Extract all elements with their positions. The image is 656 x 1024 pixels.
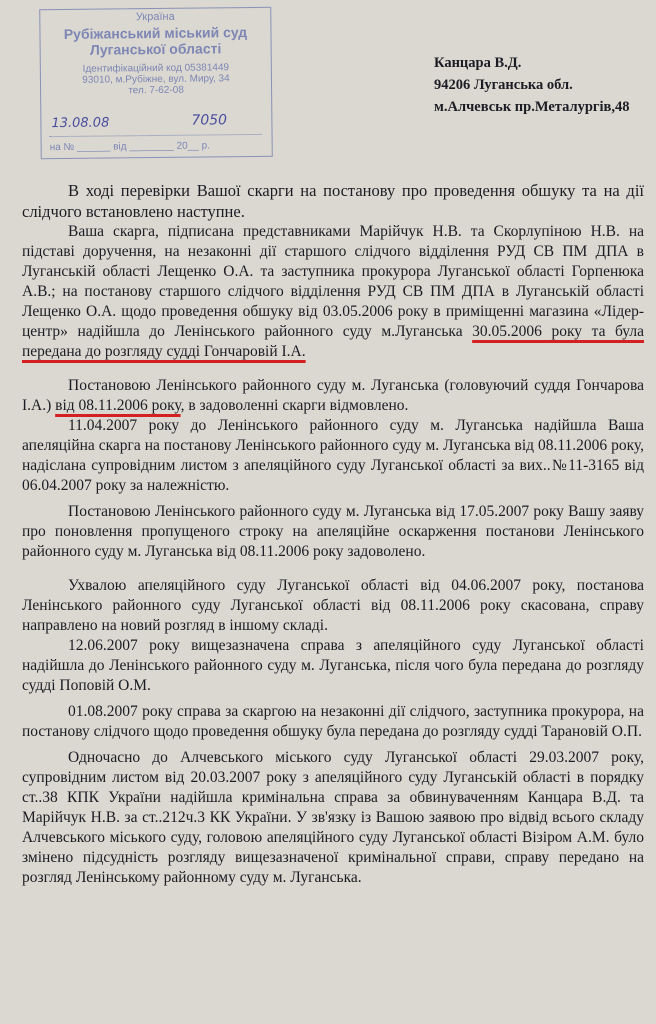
paragraph-ruling-text: Постановою Ленінського районного суду м. Луганська (головуючий суддя Гончарова І.А.): [22, 377, 644, 414]
paragraph-ruling: [22, 376, 644, 416]
stamp-registration-date: 13.08.08: [51, 115, 110, 132]
paragraph-intro: В ході перевірки Вашої скарги на постанову про проведення обшуку та на дії слідчого встановлено наступне.: [22, 181, 644, 221]
paragraph-reassignment: 01.08.2007 року справа за скаргою на незаконні дії слідчого, заступника прокурора, на постанову слідчого щодо проведення обшуку була передана до розгляду судді Тарановій О.П.: [22, 703, 644, 740]
stamp-registration-number: 7050: [191, 112, 228, 129]
stamp-court-name: Рубіжанський міський суд: [63, 24, 248, 42]
paragraph-criminal-case: Одночасно до Алчевського міського суду Луганської області 29.03.2007 року, супровідним листом від 20.03.2007 року з апеляційного суду Луганській області в порядку ст..38 КПК України надійшла кримінальна справа за обвинуваченням Канцара В.Д. та Марійчук Н.В. за ст..212ч.3 КК України. У зв'язку із Вашою заявою про відвід всього складу Алчевського міського суду, головою апеляційного суду Луганської області Візіром А.М. було змінено підсудність розгляду вищезазначеної кримінальної справи, справу передано на розгляд Ленінському районному суду м. Луганська.: [22, 749, 644, 886]
underlined-transfer-date: 30.05.2006 року та була передана до розгляду судді Гончаровій І.А.: [22, 323, 644, 360]
paragraph-appeal: 11.04.2007 року до Ленінського районного суду м. Луганська надійшла Ваша апеляційна скарга на постанову Ленінського районного суду м. Луганська від 08.11.2006 року, надіслана супровідним листом з апеляційного суду Луганської області за вих..№11-3165 від 06.04.2007 року за належністю.: [22, 417, 644, 494]
paragraph-ruling-tail: , в задоволенні скарги відмовлено.: [180, 397, 409, 414]
stamp-phone: тел. 7-62-08: [128, 84, 184, 97]
addressee-postal: 94206 Луганська обл.: [434, 77, 573, 93]
paragraph-cancellation: Ухвалою апеляційного суду Луганської області від 04.06.2007 року, постанова Ленінського районного суду Луганської області від 08.11.2006 року скасована, справу направлено на новий розгляд в іншому складі.: [22, 577, 644, 634]
letter-body: [22, 180, 644, 888]
paragraph-return: 12.06.2007 року вищезазначена справа з апеляційного суду Луганської області надійшла до Ленінського районного суду м. Луганська, після чого була передана до розгляду судді Поповій О.М.: [22, 637, 644, 694]
underlined-ruling-date: від 08.11.2006 року: [55, 397, 181, 414]
addressee-name: Канцара В.Д.: [434, 55, 522, 71]
addressee-block: [434, 52, 629, 118]
stamp-reference-line: на № ______ від ________ 20__ р.: [49, 140, 211, 154]
stamp-court-region: Луганської області: [89, 40, 222, 58]
paragraph-complaint: [22, 222, 644, 362]
stamp-country: Україна: [135, 10, 175, 24]
stamp-address: 93010, м.Рубіжне, вул. Миру, 34: [82, 73, 230, 86]
paragraph-complaint-text: Ваша скарга, підписана представниками Марійчук Н.В. та Скорлупіною Н.В. на підставі доручення, на незаконні дії старшого слідчого відділення РУД СВ ПМ ДПА в Луганській області Лещенко О.А. та заступника прокурора Луганської області Горпенюка А.В.; на постанову старшого слідчого відділення РУД СВ ПМ ДПА в Луганській області Лещенко О.А. щодо проведення обшуку від 03.05.2006 року в приміщенні магазина «Лідер-центр» надійшла до Ленінського районного суду м.Луганська: [22, 223, 644, 340]
addressee-street: м.Алчевськ пр.Металургів,48: [434, 99, 630, 115]
stamp-id-code: Ідентифікаційний код 05381449: [82, 62, 230, 75]
paragraph-renewal: Постановою Ленінського районного суду м. Луганська від 17.05.2007 року Вашу заяву про поновлення пропущеного строку на апеляційне оскарження постанови Ленінського районного суду м. Луганська від 08.11.2006 року задоволено.: [22, 503, 644, 560]
court-stamp: [39, 7, 273, 159]
